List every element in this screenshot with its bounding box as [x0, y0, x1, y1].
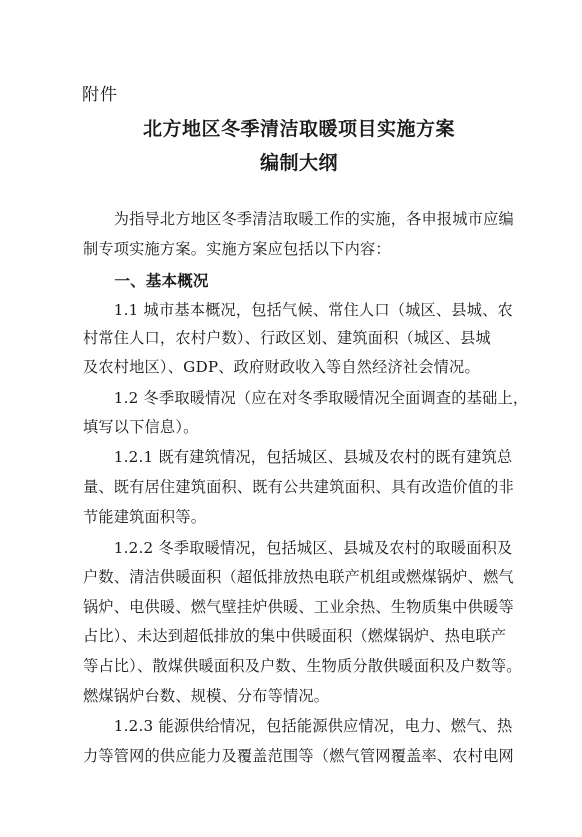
- document-title-line-2: 编制大纲: [259, 152, 338, 174]
- paragraph-line: 燃煤锅炉台数、规模、分布等情况。: [83, 687, 330, 705]
- paragraph-line: 户数、清洁供暖面积（超低排放热电联产机组或燃煤锅炉、燃气: [83, 568, 514, 586]
- paragraph-line: 量、既有居住建筑面积、既有公共建筑面积、具有改造价值的非: [83, 478, 514, 496]
- paragraph-line: 1.2.3 能源供给情况，包括能源供应情况，电力、燃气、热: [83, 717, 513, 735]
- paragraph-line: 1.2.2 冬季取暖情况，包括城区、县城及农村的取暖面积及: [83, 539, 513, 557]
- paragraph-line: 填写以下信息）。: [83, 418, 199, 436]
- paragraph-line: 为指导北方地区冬季清洁取暖工作的实施，各申报城市应编: [83, 210, 514, 228]
- paragraph-line: 力等管网的供应能力及覆盖范围等（燃气管网覆盖率、农村电网: [83, 747, 514, 765]
- attachment-label: 附件: [82, 85, 118, 105]
- paragraph-line: 节能建筑面积等。: [83, 508, 207, 526]
- paragraph-line: 占比）、未达到超低排放的集中供暖面积（燃煤锅炉、热电联产: [83, 627, 507, 645]
- paragraph-line: 1.1 城市基本概况，包括气候、常住人口（城区、县城、农: [83, 301, 513, 319]
- document-title-line-1: 北方地区冬季清洁取暖项目实施方案: [142, 118, 455, 140]
- section-heading: 一、基本概况: [83, 272, 209, 290]
- paragraph-line: 1.2.1 既有建筑情况，包括城区、县城及农村的既有建筑总: [83, 448, 513, 466]
- paragraph-line: 锅炉、电供暖、燃气壁挂炉供暖、工业余热、生物质集中供暖等: [83, 598, 514, 616]
- paragraph-line: 1.2 冬季取暖情况（应在对冬季取暖情况全面调查的基础上，: [83, 389, 529, 407]
- paragraph-line: 村常住人口，农村户数）、行政区划、建筑面积（城区、县城: [83, 329, 491, 347]
- paragraph-line: 等占比）、散煤供暖面积及户数、生物质分散供暖面积及户数等。: [83, 657, 522, 675]
- paragraph-line: 及农村地区）、GDP、政府财政收入等自然经济社会情况。: [83, 358, 480, 376]
- paragraph-line: 制专项实施方案。实施方案应包括以下内容：: [83, 240, 391, 258]
